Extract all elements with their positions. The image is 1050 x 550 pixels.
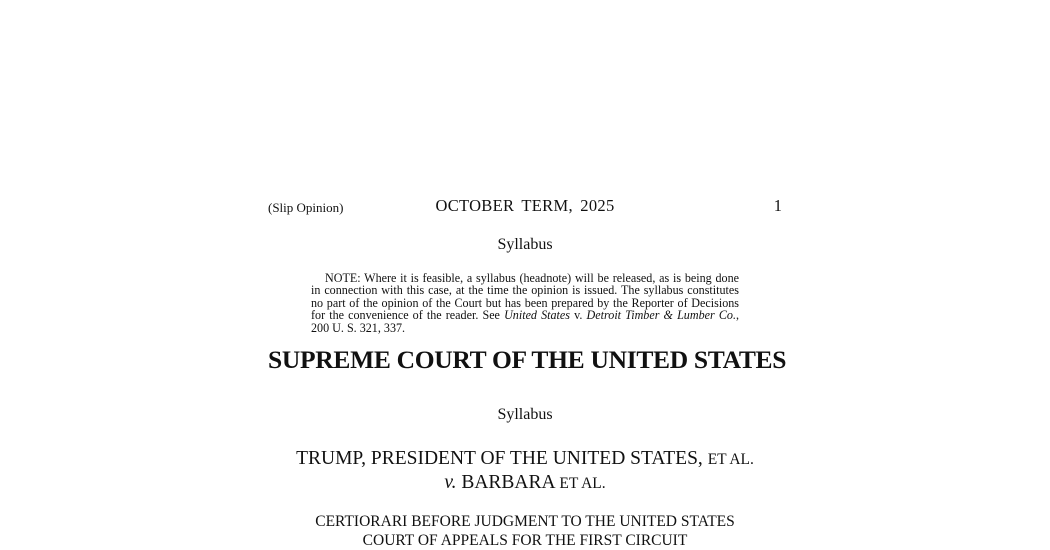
- caption-versus: v.: [444, 472, 457, 493]
- note-text: NOTE: Where it is feasible, a syllabus (headnote) will be released, as is being done in connection with this case, at the time the opinion is issued. The syllabus constitutes no part of the opinion of the Court but has been prepared by the Reporter of Decisions for the convenience of the reader. See: [311, 271, 739, 323]
- caption-petitioner-suffix: ET AL.: [707, 451, 754, 468]
- note-citation: , 200 U. S. 321, 337.: [311, 308, 740, 335]
- syllabus-heading: Syllabus: [497, 406, 553, 423]
- document-page: [268, 0, 787, 550]
- note-versus: v.: [570, 308, 587, 323]
- syllabus-running-title: Syllabus: [497, 236, 553, 253]
- case-caption: [268, 447, 782, 495]
- slip-opinion-label: (Slip Opinion): [268, 200, 344, 215]
- running-head: [268, 196, 782, 218]
- caption-respondent-line: [268, 471, 782, 495]
- certiorari-line-1: CERTIORARI BEFORE JUDGMENT TO THE UNITED STATES: [315, 513, 735, 530]
- certiorari-line-2: COURT OF APPEALS FOR THE FIRST CIRCUIT: [362, 532, 688, 549]
- note-case-party-1: United States: [504, 308, 570, 323]
- page-number: 1: [773, 196, 782, 215]
- certiorari-line: [268, 512, 782, 550]
- caption-petitioner: TRUMP, PRESIDENT OF THE UNITED STATES,: [296, 448, 703, 469]
- term-label: OCTOBER TERM, 2025: [435, 196, 615, 215]
- caption-respondent-suffix: ET AL.: [559, 475, 606, 492]
- headnote-notice: [311, 272, 739, 334]
- court-name: SUPREME COURT OF THE UNITED STATES: [268, 345, 787, 374]
- caption-respondent: BARBARA: [461, 472, 555, 493]
- note-case-party-2: Detroit Timber & Lumber Co.: [586, 308, 736, 323]
- caption-petitioner-line: [268, 447, 782, 471]
